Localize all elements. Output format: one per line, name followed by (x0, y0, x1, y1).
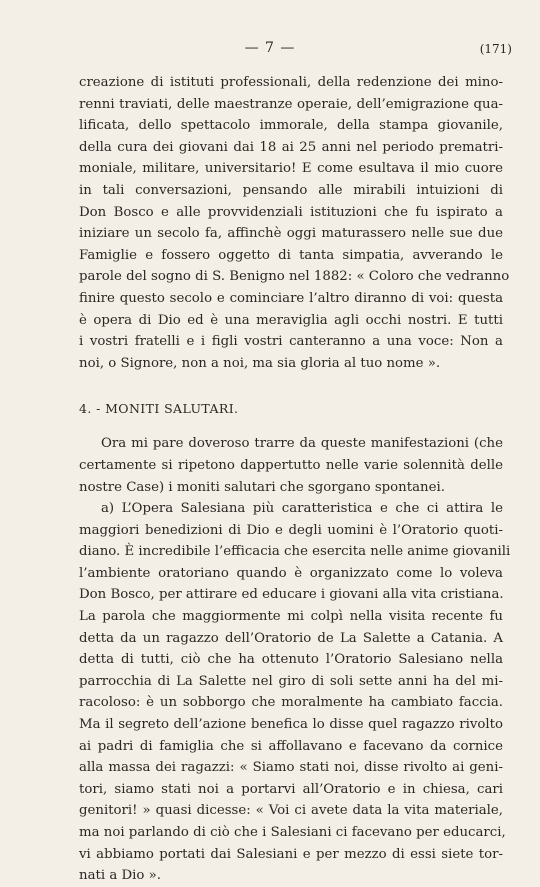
text-line: genitori! » quasi dicesse: « Voi ci avete data la vita materiale, (79, 803, 503, 819)
text-line: racoloso: è un sobborgo che moralmente ha cambiato faccia. (79, 695, 503, 711)
text-line: ma noi parlando di ciò che i Salesiani ci facevano per educarci, (79, 825, 506, 840)
paragraph-2 (79, 433, 503, 498)
text-line: nati a Dio ». (79, 868, 161, 884)
text-line: La parola che maggiormente mi colpì nella visita recente fu (79, 609, 503, 625)
text-line: Don Bosco, per attirare ed educare i giovani alla vita cristiana. (79, 587, 504, 603)
text-line: diano. È incredibile l’efficacia che esercita nelle anime giovanili (79, 544, 511, 560)
text-line: a) L’Opera Salesiana più caratteristica e che ci attira le (101, 501, 503, 517)
text-line: moniale, militare, universitario! E come esultava il mio cuore (79, 161, 503, 177)
text-line: i vostri fratelli e i figli vostri canteranno a una voce: Non a (79, 334, 503, 350)
text-line: della cura dei giovani dai 18 ai 25 anni nel periodo prematri- (79, 139, 503, 155)
text-line: alla massa dei ragazzi: « Siamo stati noi, disse rivolto ai geni- (79, 760, 503, 776)
text-line: Don Bosco e alle provvidenziali istituzioni che fu ispirato a (79, 204, 503, 220)
section-title: MONITI SALUTARI. (105, 401, 239, 417)
text-line: certamente si ripetono dappertutto nelle varie solennità delle (79, 457, 503, 473)
text-line: Ora mi pare doveroso trarre da queste manifestazioni (che (101, 436, 503, 452)
text-line: l’ambiente oratoriano quando è organizzato come lo voleva (79, 565, 503, 581)
text-line: noi, o Signore, non a noi, ma sia gloria al tuo nome ». (79, 355, 441, 371)
text-line: detta da un ragazzo dell’Oratorio de La Salette a Catania. A (79, 630, 503, 646)
paragraph-1 (79, 72, 510, 374)
text-line: iniziare un secolo fa, affinchè oggi maturassero nelle sue due (79, 226, 503, 242)
text-line: Famiglie e fossero oggetto di tanta simpatia, avverando le (79, 247, 503, 263)
text-line: Ma il segreto dell’azione benefica lo disse quel ragazzo rivolto (79, 717, 503, 733)
text-line: è opera di Dio ed è una meraviglia agli occhi nostri. E tutti (79, 312, 503, 328)
text-line: ai padri di famiglia che si affollavano e facevano da cornice (79, 738, 503, 754)
text-line: lificata, dello spettacolo immorale, della stampa giovanile, (79, 118, 503, 134)
page-number: — 7 — (244, 40, 296, 56)
text-line: in tali conversazioni, pensando alle mirabili intuizioni di (79, 182, 503, 198)
section-number: 4. - (79, 401, 101, 417)
text-line: parrocchia di La Salette nel giro di soli sette anni ha del mi- (79, 673, 503, 689)
alt-page-number: (171) (479, 42, 512, 56)
text-line: maggiori benedizioni di Dio e degli uomini è l’Oratorio quoti- (79, 522, 503, 538)
paragraph-3 (79, 498, 511, 887)
text-line: detta di tutti, ciò che ha ottenuto l’Oratorio Salesiano nella (79, 652, 503, 668)
text-line: vi abbiamo portati dai Salesiani e per mezzo di essi siete tor- (79, 846, 503, 862)
text-line: tori, siamo stati noi a portarvi all’Oratorio e in chiesa, cari (79, 781, 503, 797)
text-line: finire questo secolo e cominciare l’altro diranno di voi: questa (79, 290, 503, 306)
text-line: creazione di istituti professionali, della redenzione dei mino- (79, 75, 503, 90)
text-line: nostre Case) i moniti salutari che sgorgano spontanei. (79, 479, 445, 495)
text-line: renni traviati, delle maestranze operaie, dell’emigrazione qua- (79, 96, 503, 112)
text-line: parole del sogno di S. Benigno nel 1882: « Coloro che vedranno (79, 269, 510, 285)
body-text (79, 72, 511, 887)
section-heading (79, 398, 503, 419)
